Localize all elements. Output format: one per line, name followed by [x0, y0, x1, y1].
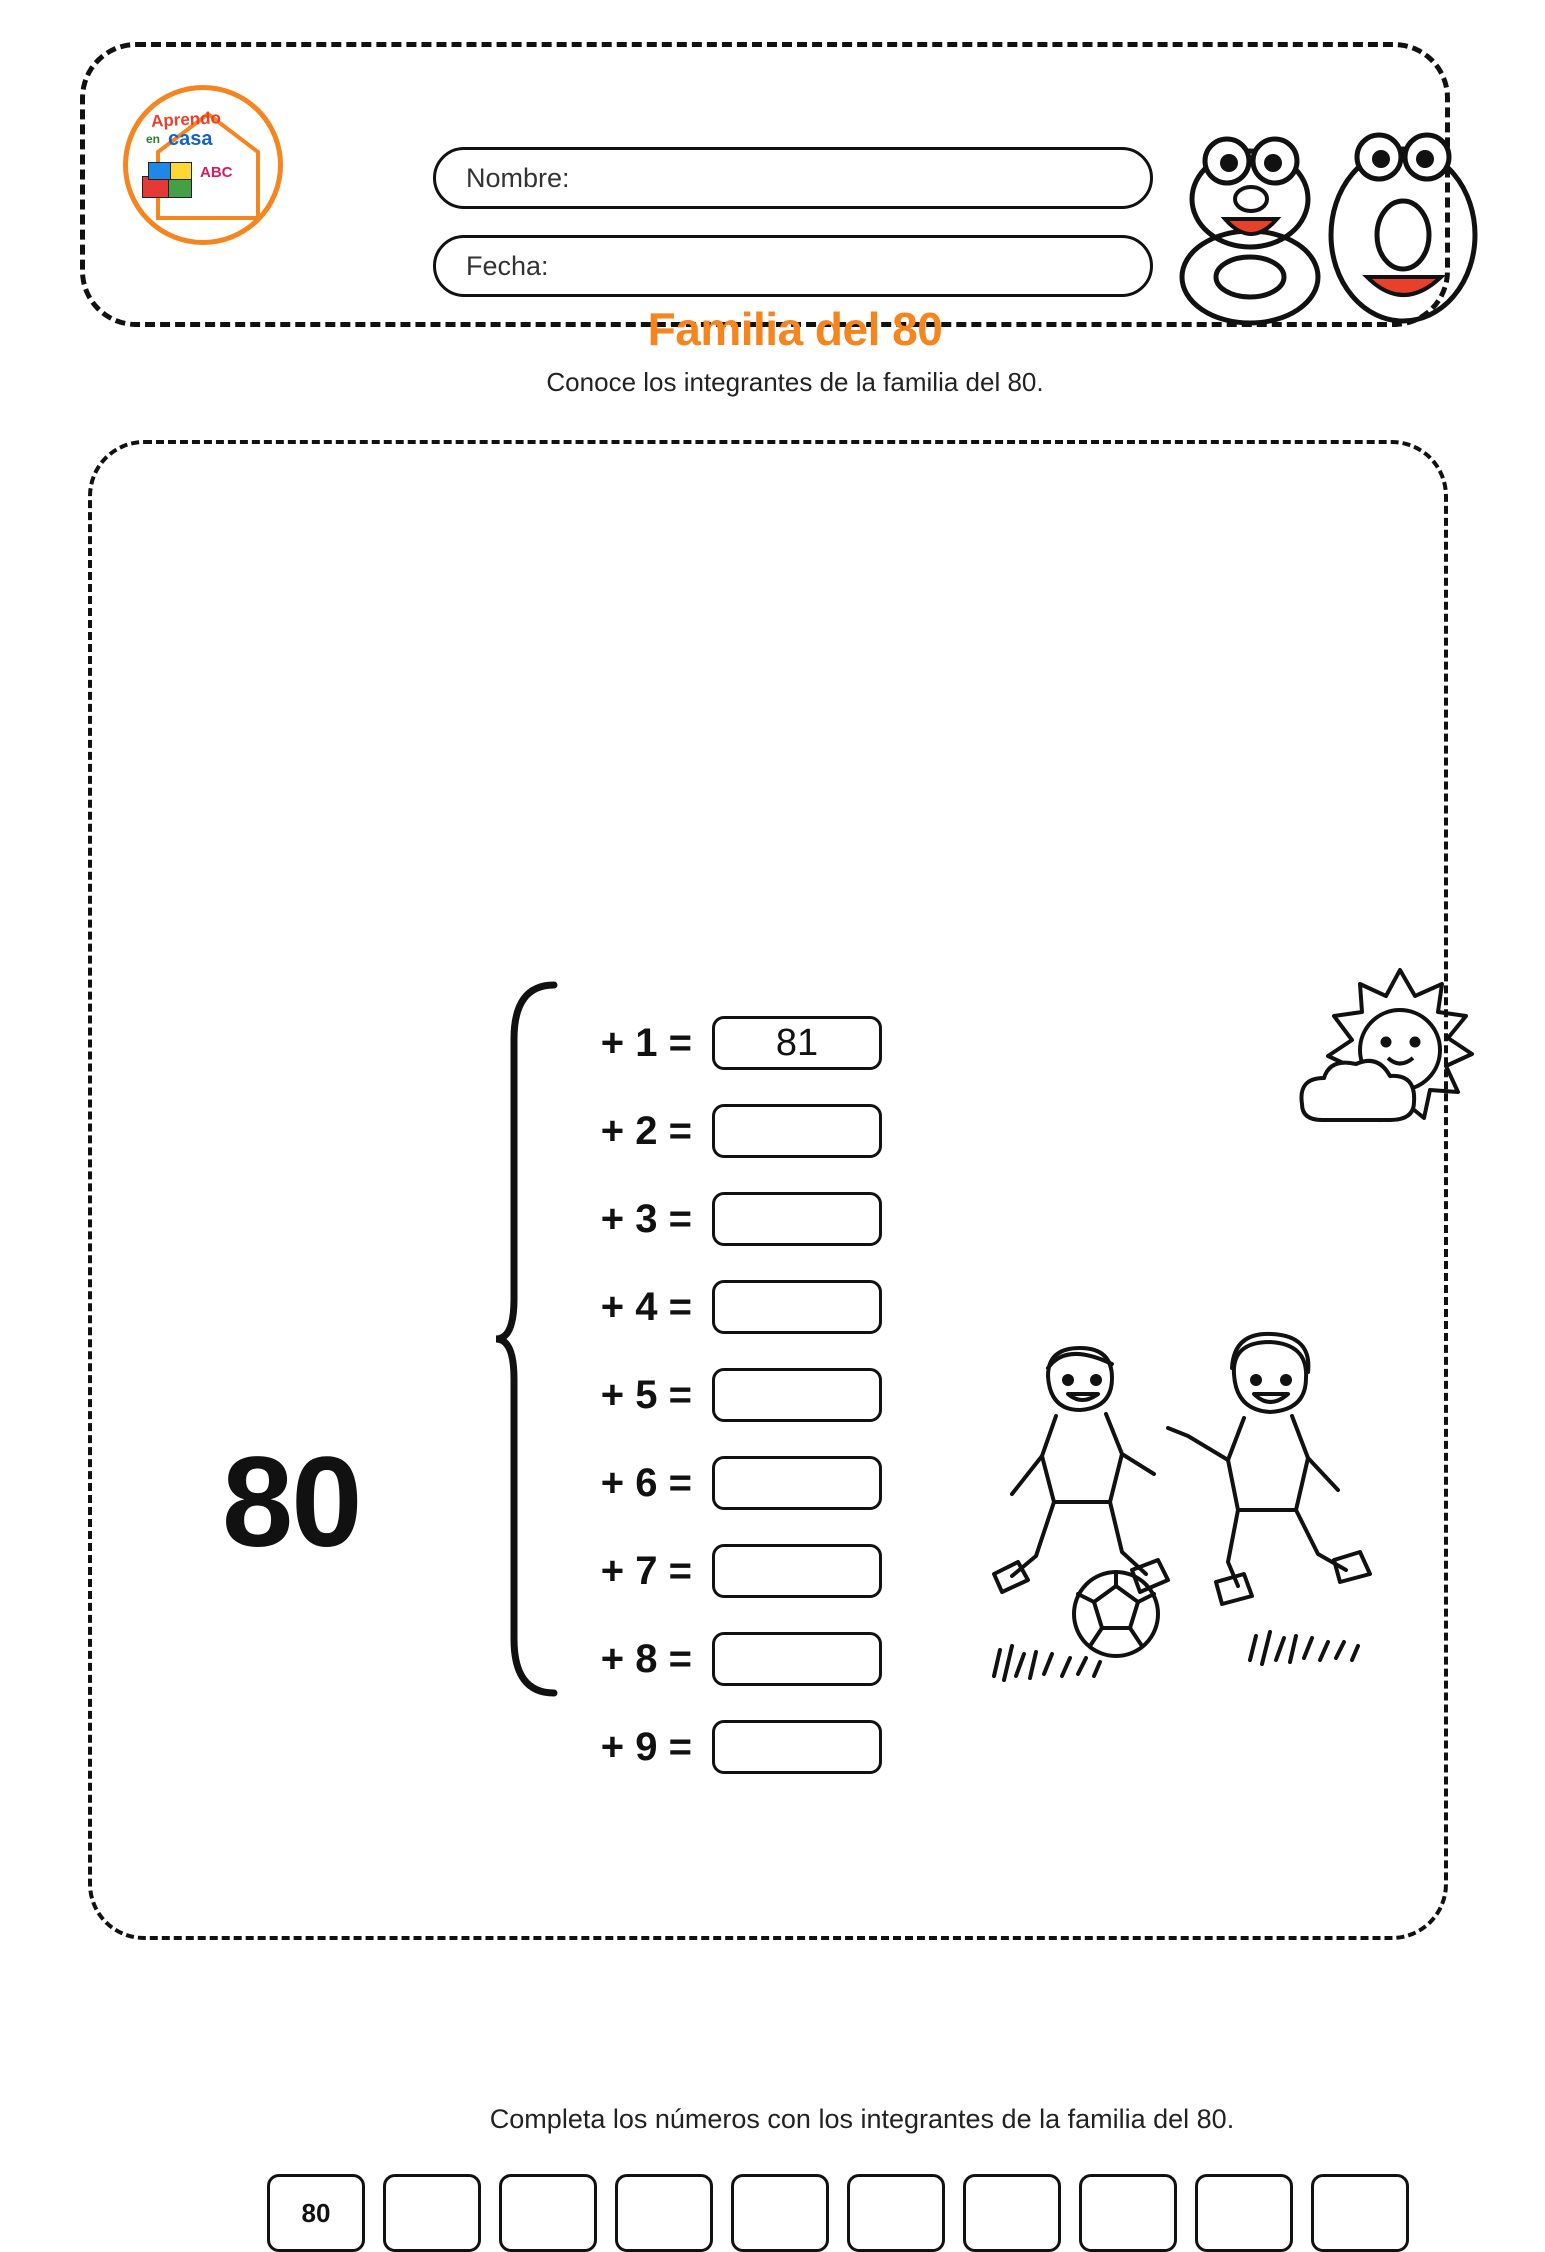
base-number: 80	[222, 1431, 361, 1574]
answer-box[interactable]	[712, 1368, 882, 1422]
logo-text-abc: ABC	[200, 164, 233, 181]
row-operation: + 1 =	[600, 1020, 692, 1065]
row-operation: + 6 =	[600, 1460, 692, 1505]
row-operation: + 2 =	[600, 1108, 692, 1153]
answer-box[interactable]	[712, 1544, 882, 1598]
logo-text-aprendo: Aprendo	[150, 108, 222, 131]
row-operation: + 9 =	[600, 1724, 692, 1769]
sequence-cell[interactable]	[847, 2174, 945, 2252]
answer-box[interactable]	[712, 1632, 882, 1686]
sequence-cell[interactable]	[731, 2174, 829, 2252]
table-row	[562, 1263, 982, 1351]
row-operation: + 4 =	[600, 1284, 692, 1329]
table-row	[562, 999, 982, 1087]
sequence-cell[interactable]: 80	[267, 2174, 365, 2252]
answer-box[interactable]: 81	[712, 1016, 882, 1070]
worksheet-panel	[88, 440, 1448, 2228]
name-field[interactable]	[433, 147, 1153, 209]
logo-aprendo-en-casa	[123, 85, 283, 245]
sequence-cell[interactable]	[615, 2174, 713, 2252]
equation-rows	[562, 999, 982, 1791]
bottom-instruction: Completa los números con los integrantes de la familia del 80.	[489, 2104, 1235, 2134]
sequence-cell[interactable]	[963, 2174, 1061, 2252]
sequence-cell[interactable]	[383, 2174, 481, 2252]
sun-cloud-icon	[1282, 954, 1512, 1154]
logo-text-en: en	[146, 132, 161, 146]
number-sequence-row	[267, 2174, 1409, 2252]
row-operation: + 3 =	[600, 1196, 692, 1241]
row-operation: + 5 =	[600, 1372, 692, 1417]
page-subtitle: Conoce los integrantes de la familia del 80.	[546, 367, 1044, 397]
row-operation: + 8 =	[600, 1636, 692, 1681]
logo-blocks-icon	[142, 162, 198, 196]
name-field-label: Nombre:	[466, 162, 570, 193]
table-row	[562, 1615, 982, 1703]
date-field[interactable]	[433, 235, 1153, 297]
logo-text-casa: casa	[168, 128, 213, 150]
curly-brace	[492, 979, 572, 1699]
answer-box[interactable]	[712, 1104, 882, 1158]
row-operation: + 7 =	[600, 1548, 692, 1593]
decorative-number-80-characters	[1155, 127, 1495, 327]
sequence-cell[interactable]	[1311, 2174, 1409, 2252]
table-row	[562, 1087, 982, 1175]
table-row	[562, 1351, 982, 1439]
kids-playing-soccer-illustration	[982, 1324, 1412, 1714]
answer-box[interactable]	[712, 1192, 882, 1246]
table-row	[562, 1439, 982, 1527]
table-row	[562, 1703, 982, 1791]
table-row	[562, 1175, 982, 1263]
answer-box[interactable]	[712, 1456, 882, 1510]
sequence-cell[interactable]	[1195, 2174, 1293, 2252]
table-row	[562, 1527, 982, 1615]
header-panel	[80, 42, 1450, 397]
date-field-label: Fecha:	[466, 250, 549, 281]
sequence-cell[interactable]	[1079, 2174, 1177, 2252]
answer-box[interactable]	[712, 1720, 882, 1774]
answer-box[interactable]	[712, 1280, 882, 1334]
page-title: Familia del 80	[647, 303, 943, 355]
sequence-cell[interactable]	[499, 2174, 597, 2252]
